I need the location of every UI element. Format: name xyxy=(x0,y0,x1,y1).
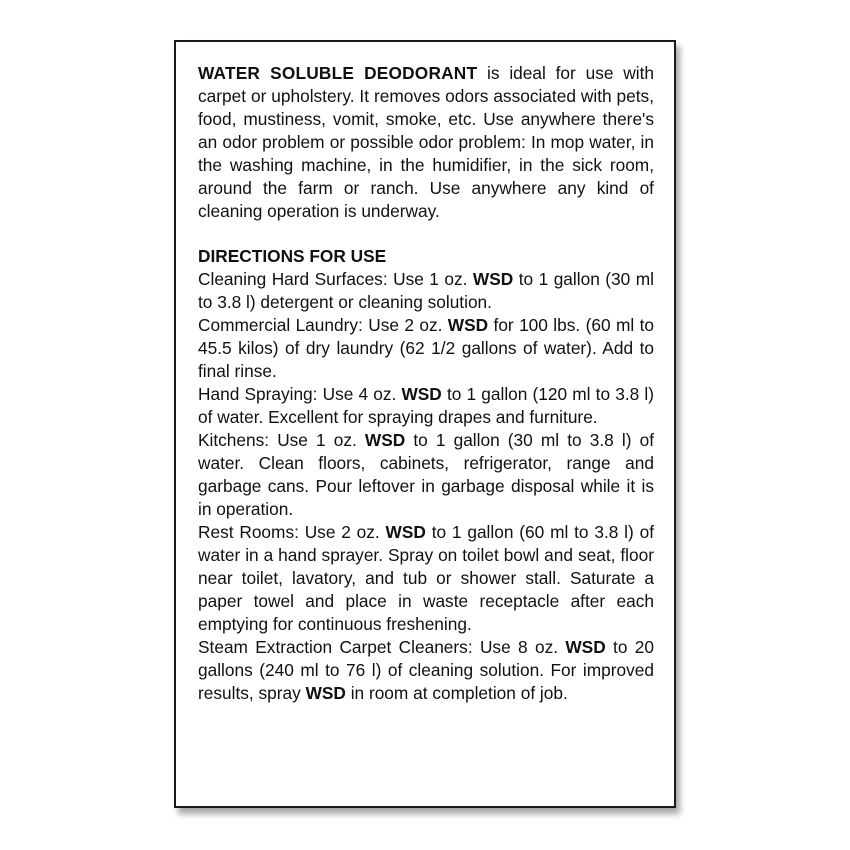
direction-text: to 1 gallon (120 ml to 3.8 l) of water. Excellent for spraying drapes and furniture. xyxy=(198,384,654,427)
direction-text: to 1 gallon (60 ml to 3.8 l) of water in a hand sprayer. Spray on toilet bowl and seat, floor near toilet, lavatory, and tub or shower stall. Saturate a paper towel and place in waste receptacle after each emptying for continuous freshening. xyxy=(198,522,654,634)
product-label xyxy=(174,40,676,808)
direction-text: for 100 lbs. (60 ml to 45.5 kilos) of dry laundry (62 1/2 gallons of water). Add to final rinse. xyxy=(198,315,654,381)
direction-kitchens xyxy=(198,429,654,521)
wsd-abbr: WSD xyxy=(447,315,489,335)
direction-text: to 1 gallon (30 ml to 3.8 l) detergent or cleaning solution. xyxy=(198,269,654,312)
direction-hard-surfaces xyxy=(198,268,654,314)
wsd-abbr: WSD xyxy=(472,269,514,289)
wsd-abbr: WSD xyxy=(385,522,426,542)
intro-paragraph xyxy=(198,62,654,223)
directions-heading: DIRECTIONS FOR USE xyxy=(198,246,387,266)
wsd-abbr: WSD xyxy=(401,384,442,404)
direction-hand-spraying xyxy=(198,383,654,429)
direction-text: to 1 gallon (30 ml to 3.8 l) of water. Clean floors, cabinets, refrigerator, range and garbage cans. Pour leftover in garbage disposal while it is in operation. xyxy=(198,430,654,519)
direction-text: to 20 gallons (240 ml to 76 l) of cleaning solution. For improved results, spray xyxy=(198,637,654,703)
intro-text: is ideal for use with carpet or upholstery. It removes odors associated with pets, food, mustiness, vomit, smoke, etc. Use anywhere there's an odor problem or possible odor problem: In mop water, in the washing machine, in the humidifier, in the sick room, around the farm or ranch. Use anywhere any kind of cleaning operation is underway. xyxy=(198,63,654,221)
direction-text: Hand Spraying: Use 4 oz. xyxy=(198,384,402,404)
direction-text: Kitchens: Use 1 oz. xyxy=(198,430,365,450)
direction-text: Commercial Laundry: Use 2 oz. xyxy=(198,315,448,335)
product-name: WATER SOLUBLE DEODORANT xyxy=(198,63,478,83)
wsd-abbr: WSD xyxy=(364,430,406,450)
direction-text: Steam Extraction Carpet Cleaners: Use 8 oz. xyxy=(198,637,566,657)
direction-commercial-laundry xyxy=(198,314,654,383)
direction-steam-extraction xyxy=(198,636,654,705)
wsd-abbr: WSD xyxy=(305,683,346,703)
direction-text: Rest Rooms: Use 2 oz. xyxy=(198,522,386,542)
wsd-abbr: WSD xyxy=(565,637,606,657)
direction-text: Cleaning Hard Surfaces: Use 1 oz. xyxy=(198,269,473,289)
direction-rest-rooms xyxy=(198,521,654,636)
direction-text: in room at completion of job. xyxy=(345,683,568,703)
